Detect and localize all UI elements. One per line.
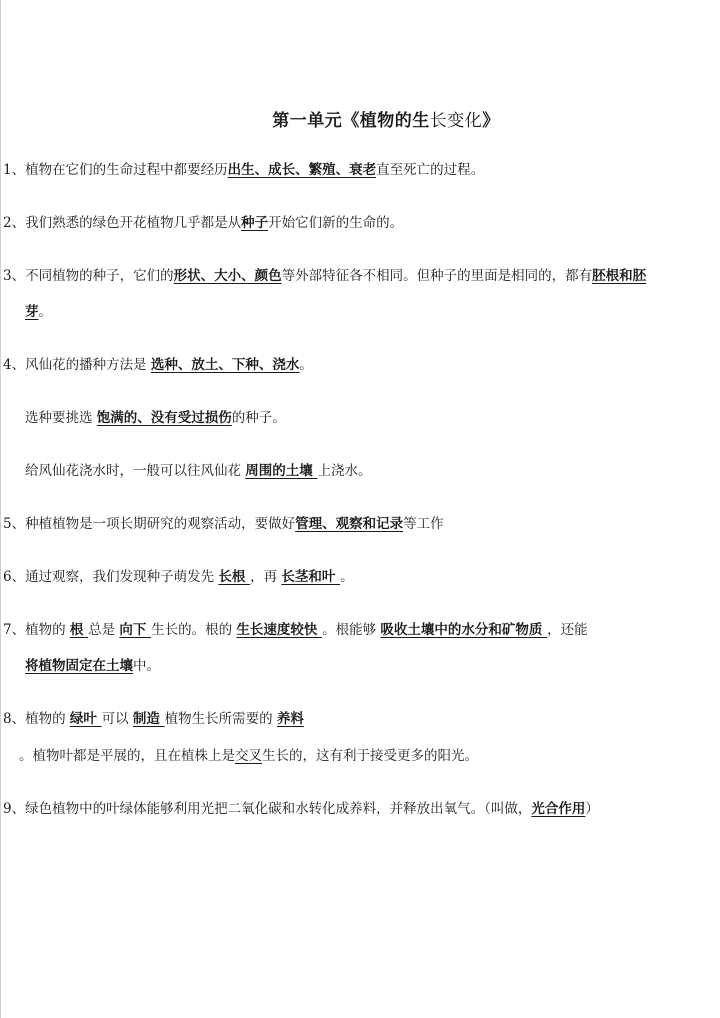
answer-text: 制造 bbox=[132, 711, 165, 727]
item-number: 5、 bbox=[3, 516, 26, 532]
list-item-8-continued: 。植物叶都是平展的，且在植株上是交叉生长的，这有利于接受更多的阳光。 bbox=[19, 748, 478, 764]
list-item-4-sub-1: 选种要挑选 饱满的、没有受过损伤的种子。 bbox=[25, 410, 286, 426]
item-number: 8、 bbox=[3, 711, 26, 727]
page-title: 第一单元《植物的生长变化》 bbox=[272, 111, 500, 131]
list-item-5: 5、种植植物是一项长期研究的观察活动，要做好管理、观察和记录等工作 bbox=[3, 516, 444, 532]
list-item-3-continued: 芽。 bbox=[25, 304, 52, 320]
answer-text: 向下 bbox=[119, 622, 152, 638]
list-item-9: 9、绿色植物中的叶绿体能够利用光把二氧化碳和水转化成养料，并释放出氧气。（叫做，光合作用） bbox=[3, 801, 599, 817]
list-item-7: 7、植物的 根 总是 向下 生长的。根的 生长速度较快 。根能够 吸收土壤中的水分和矿物质 ，还能 bbox=[3, 622, 588, 638]
item-number: 1、 bbox=[3, 162, 26, 178]
item-number: 4、 bbox=[3, 357, 26, 373]
item-number: 6、 bbox=[3, 569, 26, 585]
list-item-7-continued: 将植物固定在土壤中。 bbox=[25, 658, 160, 674]
answer-text: 吸收土壤中的水分和矿物质 bbox=[380, 622, 548, 638]
answer-text: 根 bbox=[69, 622, 89, 638]
answer-text: 出生、成长、繁殖、衰老 bbox=[227, 162, 377, 178]
item-number: 7、 bbox=[3, 622, 26, 638]
answer-text: 生长速度较快 bbox=[236, 622, 323, 638]
list-item-1: 1、植物在它们的生命过程中都要经历出生、成长、繁殖、衰老直至死亡的过程。 bbox=[3, 162, 485, 178]
answer-text: 饱满的、没有受过损伤 bbox=[96, 410, 232, 426]
answer-text: 种子 bbox=[241, 215, 269, 231]
answer-text: 长茎和叶 bbox=[281, 569, 341, 585]
page-left-edge bbox=[0, 0, 1, 1018]
item-number: 3、 bbox=[3, 268, 26, 284]
list-item-3: 3、不同植物的种子，它们的形状、大小、颜色等外部特征各不相同。但种子的里面是相同的，都有胚根和胚 bbox=[3, 268, 647, 284]
list-item-4-sub-2: 给风仙花浇水时，一般可以往风仙花 周围的土壤 上浇水。 bbox=[25, 463, 372, 479]
answer-text: 光合作用 bbox=[531, 801, 586, 817]
answer-text: 长根 bbox=[218, 569, 251, 585]
list-item-6: 6、通过观察，我们发现种子萌发先 长根 ，再 长茎和叶 。 bbox=[3, 569, 354, 585]
answer-text: 胚根和胚 bbox=[592, 268, 647, 284]
answer-text: 周围的土壤 bbox=[245, 463, 318, 479]
item-number: 9、 bbox=[3, 801, 26, 817]
list-item-8: 8、植物的 绿叶 可以 制造 植物生长所需要的 养料 bbox=[3, 711, 304, 727]
item-number: 2、 bbox=[3, 215, 26, 231]
answer-text: 绿叶 bbox=[69, 711, 102, 727]
answer-text: 选种、放土、下种、浇水 bbox=[150, 357, 300, 373]
list-item-2: 2、我们熟悉的绿色开花植物几乎都是从种子开始它们新的生命的。 bbox=[3, 215, 404, 231]
underlined-text: 交叉 bbox=[235, 748, 262, 764]
answer-text: 养料 bbox=[276, 711, 304, 727]
answer-text: 芽 bbox=[25, 304, 39, 320]
answer-text: 管理、观察和记录 bbox=[295, 516, 404, 532]
list-item-4: 4、风仙花的播种方法是 选种、放土、下种、浇水。 bbox=[3, 357, 313, 373]
answer-text: 形状、大小、颜色 bbox=[173, 268, 282, 284]
answer-text: 将植物固定在土壤 bbox=[25, 658, 133, 674]
